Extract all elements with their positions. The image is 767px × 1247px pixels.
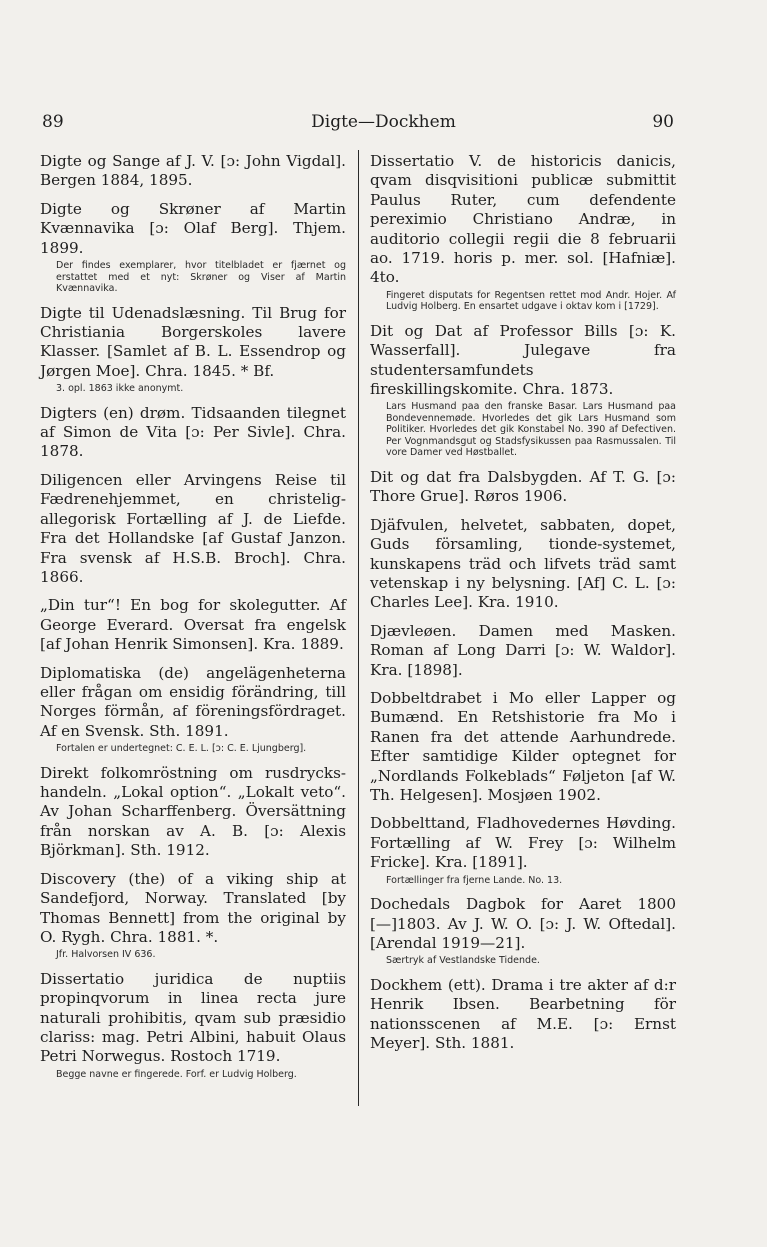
catalog-entry bbox=[370, 689, 676, 805]
catalog-entry bbox=[40, 970, 346, 1081]
entry-text: Diplomatiska (de) angelägenheterna eller frågan om ensidig förändring, till Norges förmån, af föreningsfördraget. Af en Svensk. Sth. 1891. bbox=[40, 663, 346, 740]
catalog-entry bbox=[370, 895, 676, 967]
catalog-entry bbox=[40, 471, 346, 587]
catalog-entry bbox=[40, 764, 346, 861]
catalog-entry bbox=[40, 304, 346, 395]
entry-text: Diligencen eller Arvingens Reise til Fædrenehjemmet, en christelig-allegorisk Fortælling af J. de Liefde. Fra det Hollandske [af Gustaf Janzon. Fra svensk af H.S.B. Broch]. Chra. 1866. bbox=[40, 470, 346, 586]
entry-note: Lars Husmand paa den franske Basar. Lars Husmand paa Bondevennemøde. Hvorledes det gik Lars Husmand som Politiker. Hvorledes det gik Konstabel No. 390 af Defectiven. Per Vognmandsgut og Stadsfysikussen paa Rasmussalen. Til vore Damer ved Høstballet. bbox=[386, 401, 676, 459]
entry-text: Dochedals Dagbok for Aaret 1800 [—]1803. Av J. W. O. [ɔ: J. W. Oftedal]. [Arendal 1919—21]. bbox=[370, 895, 676, 952]
page-number-right: 90 bbox=[652, 112, 674, 132]
entry-note: 3. opl. 1863 ikke anonymt. bbox=[56, 383, 184, 395]
running-title: Digte—Dockhem bbox=[311, 112, 456, 132]
entry-note: Begge navne er fingerede. Forf. er Ludvig Holberg. bbox=[56, 1068, 297, 1080]
entry-note: Fortællinger fra fjerne Lande. No. 13. bbox=[386, 874, 563, 886]
page-number-left: 89 bbox=[42, 112, 64, 132]
catalog-entry bbox=[370, 468, 676, 507]
catalog-entry bbox=[40, 200, 346, 295]
entry-text: Djævleøen. Damen med Masken. Roman af Long Darri [ɔ: W. Waldor]. Kra. [1898]. bbox=[370, 621, 676, 679]
entry-text: Dissertatio V. de historicis danicis, qvam disqvisitioni publicæ submittit Paulus Ruter, cum defendente pereximio Christiano Andræ, in auditorio collegii regii die 8 februarii ao. 1719. horis p. mer. sol. [Hafniæ]. 4to. bbox=[370, 152, 676, 287]
entry-text: Dit og dat fra Dalsbygden. Af T. G. [ɔ: Thore Grue]. Røros 1906. bbox=[370, 467, 676, 506]
entry-text: Digters (en) drøm. Tidsaanden tilegnet af Simon de Vita [ɔ: Per Sivle]. Chra. 1878. bbox=[40, 403, 346, 461]
entry-text: Dobbelttand, Fladhovedernes Høvding. Fortælling af W. Frey [ɔ: Wilhelm Fricke]. Kra. [1891]. bbox=[370, 814, 676, 872]
catalog-entry bbox=[370, 622, 676, 680]
entry-text: Discovery (the) of a viking ship at Sandefjord, Norway. Translated [by Thomas Bennett] from the original by O. Rygh. Chra. 1881. *. bbox=[40, 869, 346, 946]
catalog-entry bbox=[370, 516, 676, 613]
entry-note: Jfr. Halvorsen IV 636. bbox=[56, 949, 156, 961]
entry-text: „Din tur“! En bog for skolegutter. Af George Everard. Oversat fra engelsk [af Johan Henrik Simonsen]. Kra. 1889. bbox=[40, 596, 346, 654]
entry-note: Særtryk af Vestlandske Tidende. bbox=[386, 955, 540, 967]
entry-text: Direkt folkomröstning om rusdrycks-handeln. „Lokal option“. „Lokalt veto“. Av Johan Scharffenberg. Översättning från norskan av A. B. [ɔ: Alexis Björkman]. Sth. 1912. bbox=[40, 763, 346, 860]
entry-note: Fortalen er undertegnet: C. E. L. [ɔ: C. E. Ljungberg]. bbox=[56, 743, 307, 755]
entry-text: Dobbeltdrabet i Mo eller Lapper og Bumænd. En Retshistorie fra Mo i Ranen fra det attende Aarhundrede. Efter samtidige Kilder optegnet for „Nordlands Folkeblads“ Føljeton [af W. Th. Helgesen]. Mosjøen 1902. bbox=[370, 689, 676, 805]
left-column bbox=[40, 152, 346, 1089]
catalog-entry bbox=[40, 152, 346, 191]
entry-text: Dissertatio juridica de nuptiis propinqvorum in linea recta jure naturali prohibitis, qvam sub præsidio clariss: mag. Petri Albini, habuit Olaus Petri Norwegus. Rostoch 1719. bbox=[40, 969, 346, 1066]
column-divider bbox=[358, 150, 359, 1106]
catalog-entry bbox=[40, 596, 346, 654]
entry-note: Der findes exemplarer, hvor titelbladet er fjærnet og erstattet med et nyt: Skrøner og Viser af Martin Kvænnavika. bbox=[56, 260, 346, 295]
entry-text: Digte og Sange af J. V. [ɔ: John Vigdal]. Bergen 1884, 1895. bbox=[40, 152, 346, 190]
catalog-entry bbox=[40, 870, 346, 961]
entry-text: Dit og Dat af Professor Bills [ɔ: K. Wasserfall]. Julegave fra studentersamfundets fireskillingskomite. Chra. 1873. bbox=[370, 321, 676, 399]
entry-text: Djäfvulen, helvetet, sabbaten, dopet, Guds församling, tionde-systemet, kunskapens träd och lifvets träd samt vetenskap i ny belysning. [Af] C. L. [ɔ: Charles Lee]. Kra. 1910. bbox=[370, 515, 676, 612]
entry-note: Fingeret disputats for Regentsen rettet mod Andr. Hojer. Af Ludvig Holberg. En ensartet udgave i oktav kom i [1729]. bbox=[386, 289, 676, 313]
catalog-entry bbox=[370, 976, 676, 1054]
entry-text: Digte til Udenadslæsning. Til Brug for Christiania Borgerskoles lavere Klasser. [Samlet af B. L. Essendrop og Jørgen Moe]. Chra. 1845. * Bf. bbox=[40, 303, 346, 380]
catalog-entry bbox=[370, 814, 676, 886]
entry-text: Digte og Skrøner af Martin Kvænnavika [ɔ: Olaf Berg]. Thjem. 1899. bbox=[40, 199, 346, 257]
right-column bbox=[370, 152, 676, 1063]
catalog-entry bbox=[370, 152, 676, 313]
catalog-entry bbox=[40, 404, 346, 462]
entry-text: Dockhem (ett). Drama i tre akter af d:r Henrik Ibsen. Bearbetning för nationsscenen af M.E. [ɔ: Ernst Meyer]. Sth. 1881. bbox=[370, 975, 676, 1053]
catalog-entry bbox=[40, 664, 346, 755]
catalog-entry bbox=[370, 322, 676, 459]
